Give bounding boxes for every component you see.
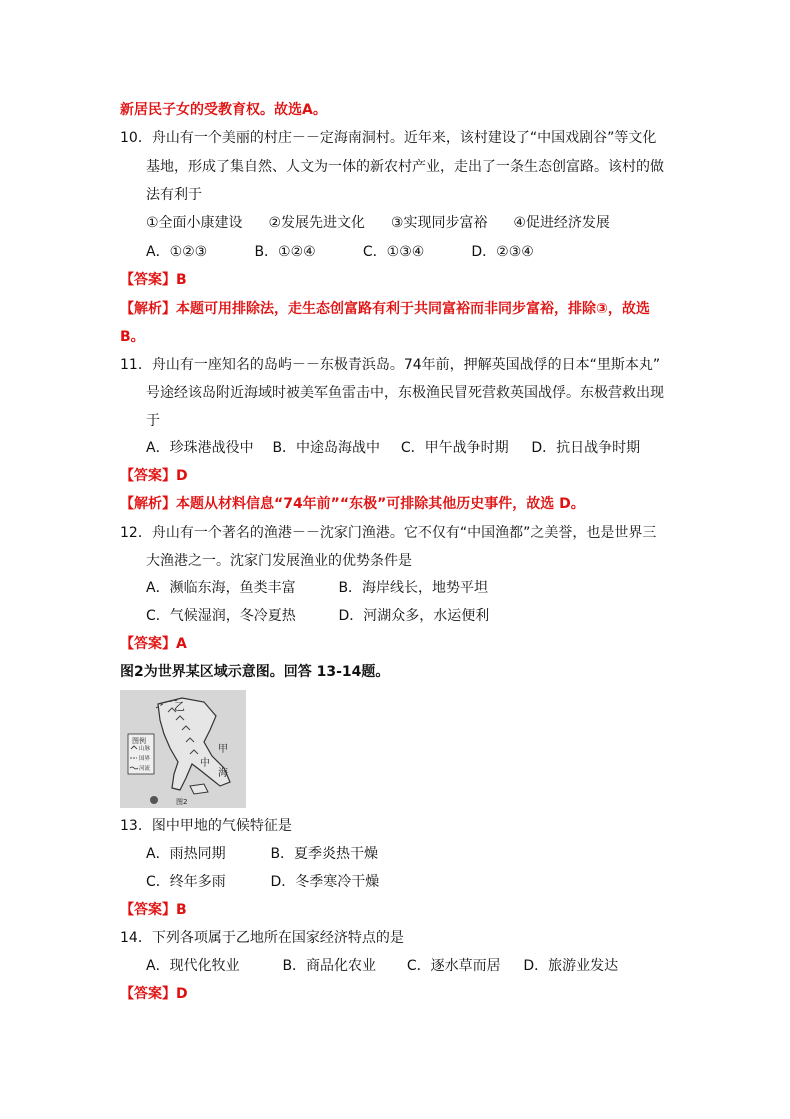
q13-option-a: A．雨热同期 (146, 846, 226, 862)
map-legend-mountain: 山脉 (139, 746, 151, 752)
q12-stem-line1: 12．舟山有一个著名的渔港－－沈家门渔港。它不仅有“中国渔都”之美誉，也是世界三 (120, 525, 657, 541)
map-label-zhong: 中 (200, 758, 210, 769)
q10-options (146, 242, 534, 262)
q10-option-b: B．①②④ (254, 244, 316, 260)
q10-analysis-line1: 【解析】本题可用排除法，走生态创富路有利于共同富裕而非同步富裕，排除③，故选 (120, 301, 650, 317)
q10-answer: 【答案】B (120, 272, 187, 288)
q12-option-b: B．海岸线长，地势平坦 (338, 580, 489, 596)
q10-statement-1: ①全面小康建设 (146, 215, 243, 231)
q10-analysis-line2: B。 (120, 329, 145, 345)
q11-option-a: A．珍珠港战役中 (146, 440, 254, 456)
q11-options (146, 438, 640, 458)
map-caption: 图2 (176, 798, 188, 806)
q11-option-d: D．抗日战争时期 (531, 440, 641, 456)
q13-answer: 【答案】B (120, 902, 187, 918)
q12-answer: 【答案】A (120, 636, 187, 652)
q13-option-d: D．冬季寒冷干燥 (270, 874, 380, 890)
q12-options-row2 (146, 606, 489, 626)
q10-stem-line1: 10．舟山有一个美丽的村庄－－定海南洞村。近年来，该村建设了“中国戏剧谷”等文化 (120, 130, 657, 146)
q10-option-c: C．①③④ (362, 244, 425, 260)
q14-option-a: A．现代化牧业 (146, 958, 240, 974)
q14-stem: 14．下列各项属于乙地所在国家经济特点的是 (120, 930, 404, 946)
q13-stem: 13．图中甲地的气候特征是 (120, 818, 292, 834)
q14-answer: 【答案】D (120, 986, 188, 1002)
q10-statement-4: ④促进经济发展 (513, 215, 610, 231)
q13-option-b: B．夏季炎热干燥 (270, 846, 379, 862)
q11-option-b: B．中途岛海战中 (272, 440, 381, 456)
q12-option-a: A．濒临东海，鱼类丰富 (146, 580, 296, 596)
map-legend-title: 图例 (132, 737, 146, 745)
figure-intro: 图2为世界某区域示意图。回答 13-14题。 (120, 664, 390, 680)
q11-option-c: C．甲午战争时期 (400, 440, 509, 456)
q10-stem-line2: 基地，形成了集自然、人文为一体的新农村产业，走出了一条生态创富路。该村的做 (146, 159, 664, 175)
q14-option-c: C．逐水草而居 (406, 958, 501, 974)
region-map-figure (120, 690, 246, 808)
q13-options-row1 (146, 844, 378, 864)
q11-stem-line1: 11．舟山有一座知名的岛屿－－东极青浜岛。74年前，押解英国战俘的日本“里斯本丸” (120, 357, 661, 373)
q11-analysis: 【解析】本题从材料信息“74年前”“东极”可排除其他历史事件，故选 D。 (120, 496, 585, 512)
map-legend-river: 河流 (139, 766, 151, 772)
map-legend-border: 国界 (139, 756, 151, 762)
q12-options-row1 (146, 578, 488, 598)
q10-stem-line3: 法有利于 (146, 187, 202, 203)
q11-stem-line2: 号途经该岛附近海域时被美军鱼雷击中，东极渔民冒死营救英国战俘。东极营救出现 (146, 385, 664, 401)
map-label-yi: 乙 (174, 700, 185, 713)
q10-statement-2: ②发展先进文化 (268, 215, 366, 231)
q10-option-d: D．②③④ (471, 244, 534, 260)
q11-stem-line3: 于 (146, 413, 160, 429)
q12-option-d: D．河湖众多，水运便利 (338, 608, 490, 624)
q10-option-a: A．①②③ (146, 244, 208, 260)
map-label-hai: 海 (218, 768, 228, 779)
q12-stem-line2: 大渔港之一。沈家门发展渔业的优势条件是 (146, 553, 412, 569)
region-map-drawing (120, 690, 246, 808)
q14-options (146, 956, 618, 976)
q14-option-d: D．旅游业发达 (523, 958, 619, 974)
q13-options-row2 (146, 872, 379, 892)
carryover-analysis: 新居民子女的受教育权。故选A。 (120, 102, 327, 118)
map-label-jia: 甲 (218, 744, 228, 755)
q10-statement-3: ③实现同步富裕 (390, 215, 488, 231)
q14-option-b: B．商品化农业 (282, 958, 377, 974)
q12-option-c: C．气候湿润，冬冷夏热 (146, 608, 296, 624)
q13-option-c: C．终年多雨 (146, 874, 226, 890)
q10-statements (146, 213, 610, 233)
q11-answer: 【答案】D (120, 468, 188, 484)
